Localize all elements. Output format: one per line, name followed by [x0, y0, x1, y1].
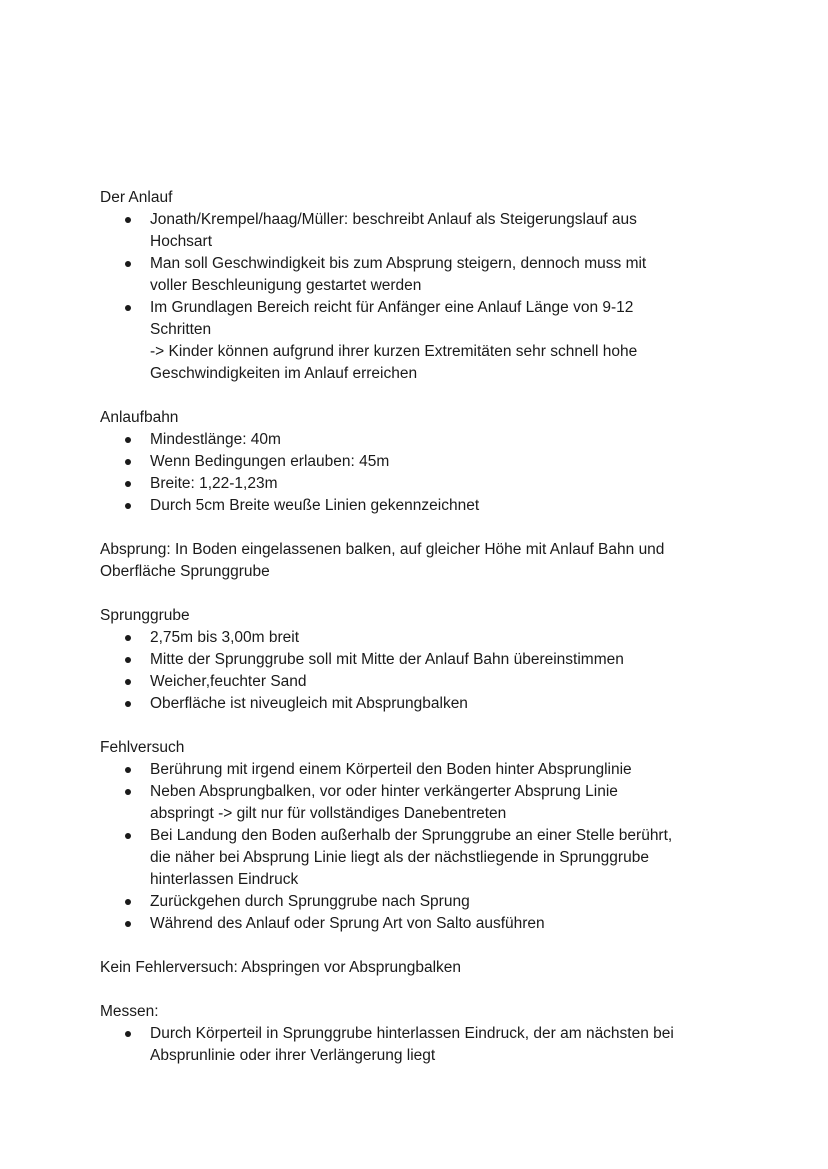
list-item-text: Mindestlänge: 40m: [150, 431, 281, 448]
section-heading: Anlaufbahn: [100, 409, 179, 426]
list-item: [150, 759, 740, 781]
bullet-list: [100, 209, 740, 385]
list-item: [150, 891, 740, 913]
bullet-icon: [125, 657, 131, 663]
list-item: [150, 297, 740, 385]
section-heading: Der Anlauf: [100, 189, 173, 206]
list-item: [150, 825, 740, 891]
bullet-icon: [125, 261, 131, 267]
list-item: [150, 1023, 740, 1067]
list-item-text: Durch Körperteil in Sprunggrube hinterlassen Eindruck, der am nächsten bei: [150, 1025, 674, 1042]
section-heading: Messen:: [100, 1003, 159, 1020]
paragraph: [100, 539, 740, 583]
section-absprung: [100, 539, 740, 583]
document-page: [100, 187, 740, 1089]
bullet-icon: [125, 767, 131, 773]
bullet-icon: [125, 437, 131, 443]
list-item: [150, 627, 740, 649]
list-item-text: Während des Anlauf oder Sprung Art von Salto ausführen: [150, 915, 545, 932]
section-anlaufbahn: [100, 407, 740, 517]
list-item-text: hinterlassen Eindruck: [150, 871, 299, 888]
list-item-text: Breite: 1,22-1,23m: [150, 475, 278, 492]
list-item: [150, 693, 740, 715]
bullet-icon: [125, 635, 131, 641]
bullet-icon: [125, 481, 131, 487]
list-item-text: Hochsart: [150, 233, 213, 250]
list-item: [150, 495, 740, 517]
paragraph-line: Absprung: In Boden eingelassenen balken, auf gleicher Höhe mit Anlauf Bahn und: [100, 541, 665, 558]
section-fehlversuch: [100, 737, 740, 935]
list-item: [150, 253, 740, 297]
list-item: [150, 451, 740, 473]
list-item-text: Wenn Bedingungen erlauben: 45m: [150, 453, 390, 470]
list-item: [150, 429, 740, 451]
bullet-icon: [125, 305, 131, 311]
bullet-icon: [125, 459, 131, 465]
bullet-icon: [125, 899, 131, 905]
list-item-text: Weicher,feuchter Sand: [150, 673, 307, 690]
list-item-text: die näher bei Absprung Linie liegt als der nächstliegende in Sprunggrube: [150, 849, 649, 866]
list-item-text: Neben Absprungbalken, vor oder hinter verkängerter Absprung Linie: [150, 783, 618, 800]
list-item-text: Man soll Geschwindigkeit bis zum Absprung steigern, dennoch muss mit: [150, 255, 647, 272]
list-item-text: Zurückgehen durch Sprunggrube nach Sprung: [150, 893, 470, 910]
list-item: [150, 473, 740, 495]
list-item-text: Schritten: [150, 321, 212, 338]
bullet-icon: [125, 679, 131, 685]
bullet-list: [100, 1023, 740, 1067]
list-item: [150, 781, 740, 825]
list-item-text: Berührung mit irgend einem Körperteil den Boden hinter Absprunglinie: [150, 761, 632, 778]
bullet-icon: [125, 921, 131, 927]
section-heading: Fehlversuch: [100, 739, 185, 756]
list-item-text: abspringt -> gilt nur für vollständiges Danebentreten: [150, 805, 507, 822]
bullet-icon: [125, 1031, 131, 1037]
list-item-text: Jonath/Krempel/haag/Müller: beschreibt Anlauf als Steigerungslauf aus: [150, 211, 637, 228]
section-anlauf: [100, 187, 740, 385]
bullet-icon: [125, 789, 131, 795]
list-item-text: voller Beschleunigung gestartet werden: [150, 277, 422, 294]
section-kein-fehlversuch: [100, 957, 740, 979]
paragraph: [100, 957, 740, 979]
list-item-text: Geschwindigkeiten im Anlauf erreichen: [150, 365, 418, 382]
section-heading: Sprunggrube: [100, 607, 190, 624]
bullet-list: [100, 627, 740, 715]
list-item-text: Mitte der Sprunggrube soll mit Mitte der Anlauf Bahn übereinstimmen: [150, 651, 624, 668]
list-item-text: Bei Landung den Boden außerhalb der Sprunggrube an einer Stelle berührt,: [150, 827, 673, 844]
list-item: [150, 913, 740, 935]
list-item-text: -> Kinder können aufgrund ihrer kurzen Extremitäten sehr schnell hohe: [150, 343, 638, 360]
list-item-text: Durch 5cm Breite weuße Linien gekennzeichnet: [150, 497, 480, 514]
list-item: [150, 671, 740, 693]
section-sprunggrube: [100, 605, 740, 715]
bullet-list: [100, 429, 740, 517]
paragraph-line: Oberfläche Sprunggrube: [100, 563, 270, 580]
list-item: [150, 649, 740, 671]
bullet-icon: [125, 701, 131, 707]
list-item: [150, 209, 740, 253]
bullet-icon: [125, 503, 131, 509]
bullet-list: [100, 759, 740, 935]
section-messen: [100, 1001, 740, 1067]
list-item-text: Absprunlinie oder ihrer Verlängerung liegt: [150, 1047, 436, 1064]
list-item-text: Oberfläche ist niveugleich mit Absprungbalken: [150, 695, 468, 712]
paragraph-line: Kein Fehlerversuch: Abspringen vor Absprungbalken: [100, 959, 462, 976]
bullet-icon: [125, 833, 131, 839]
bullet-icon: [125, 217, 131, 223]
list-item-text: Im Grundlagen Bereich reicht für Anfänger eine Anlauf Länge von 9-12: [150, 299, 634, 316]
list-item-text: 2,75m bis 3,00m breit: [150, 629, 300, 646]
